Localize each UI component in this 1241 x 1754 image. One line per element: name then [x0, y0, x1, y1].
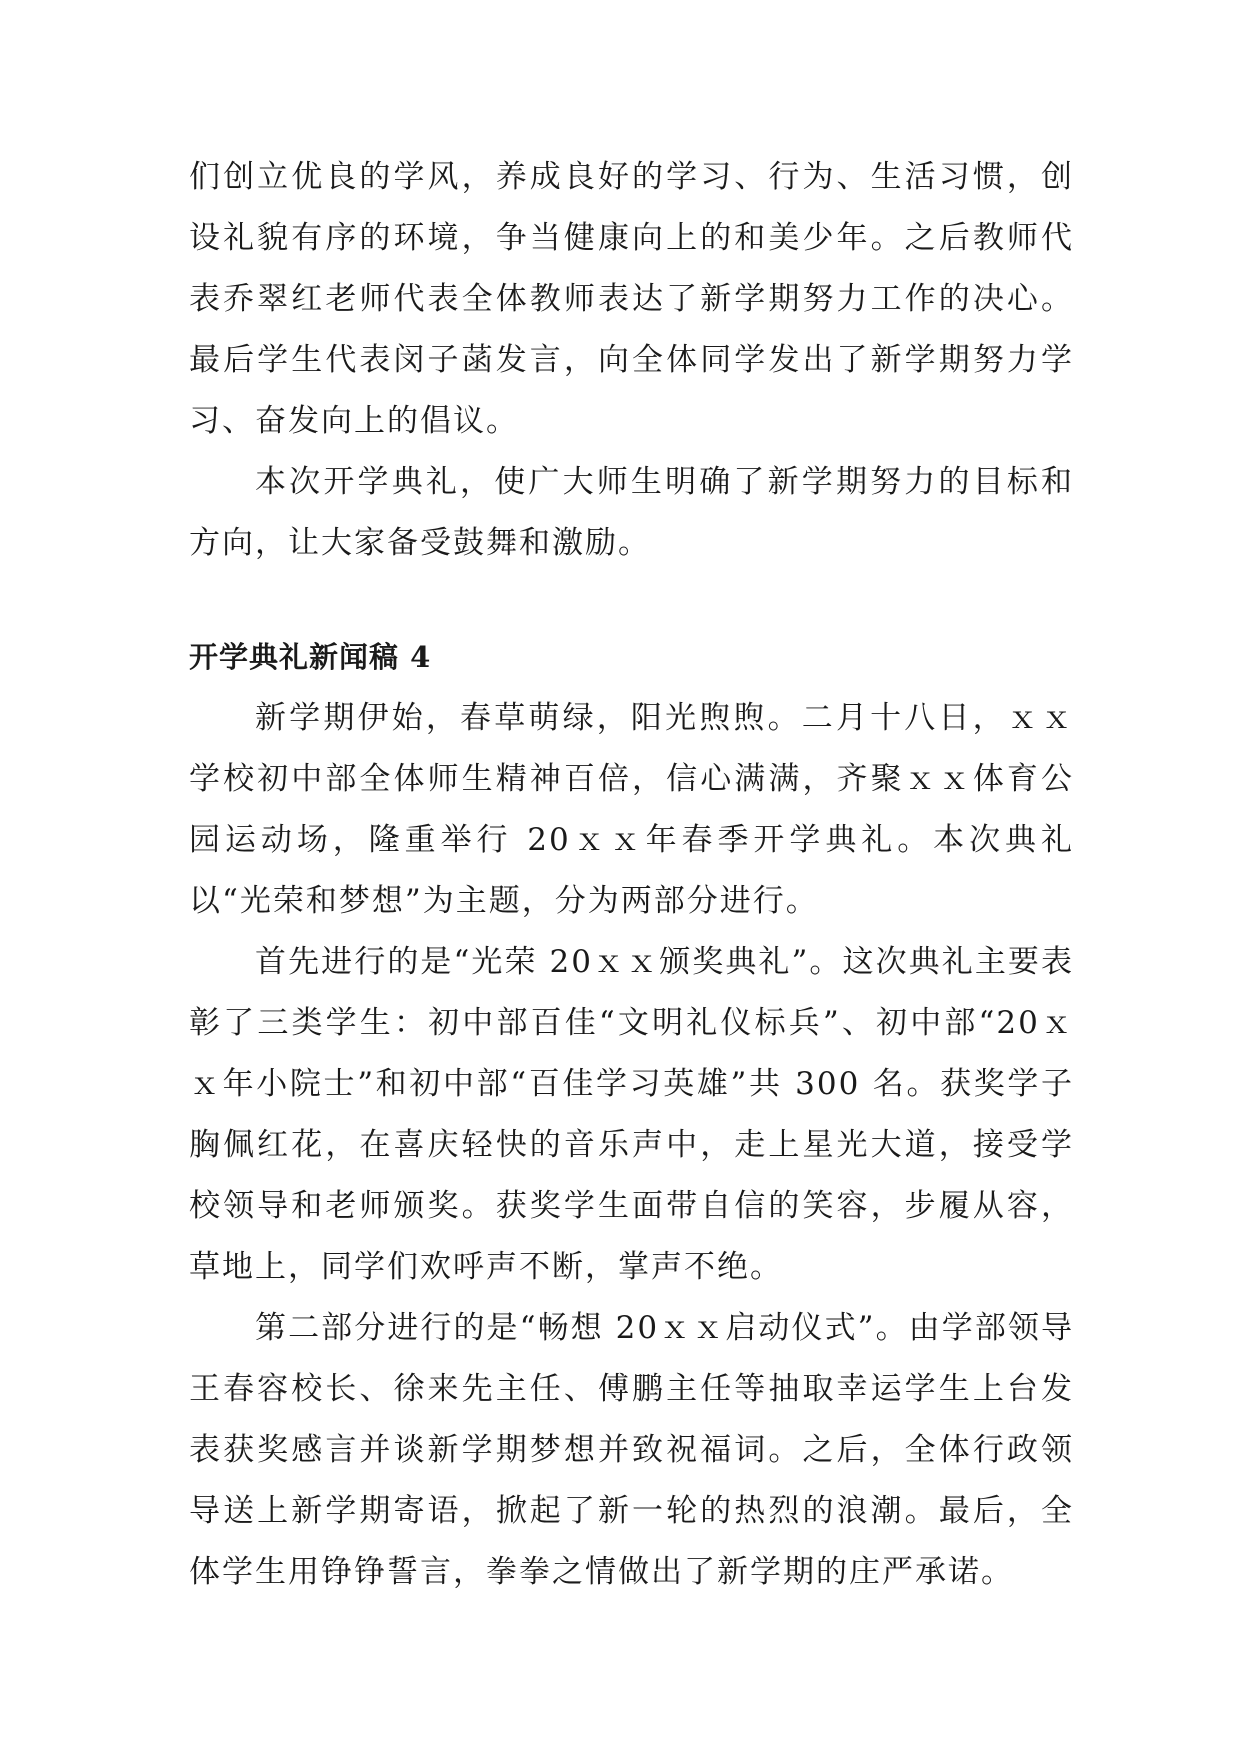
document-body [189, 147, 1074, 1603]
paragraph-award-ceremony: 首先进行的是“光荣 20ｘｘ颁奖典礼”。这次典礼主要表彰了三类学生：初中部百佳“文明礼仪标兵”、初中部“20ｘｘ年小院士”和初中部“百佳学习英雄”共 300 名。获奖学子胸佩红花，在喜庆轻快的音乐声中，走上星光大道，接受学校领导和老师颁奖。获奖学生面带自信的笑容，步履从容，草地上，同学们欢呼声不断，掌声不绝。 [189, 944, 1074, 1285]
paragraph-launch-ceremony: 第二部分进行的是“畅想 20ｘｘ启动仪式”。由学部领导王春容校长、徐来先主任、傅鹏主任等抽取幸运学生上台发表获奖感言并谈新学期梦想并致祝福词。之后，全体行政领导送上新学期寄语，掀起了新一轮的热烈的浪潮。最后，全体学生用铮铮誓言，拳拳之情做出了新学期的庄严承诺。 [189, 1310, 1074, 1590]
paragraph-continued: 们创立优良的学风，养成良好的学习、行为、生活习惯，创设礼貌有序的环境，争当健康向上的和美少年。之后教师代表乔翠红老师代表全体教师表达了新学期努力工作的决心。最后学生代表闵子菡发言，向全体同学发出了新学期努力学习、奋发向上的倡议。 [189, 159, 1074, 439]
paragraph-intro: 新学期伊始，春草萌绿，阳光煦煦。二月十八日，ｘｘ学校初中部全体师生精神百倍，信心满满，齐聚ｘｘ体育公园运动场，隆重举行 20ｘｘ年春季开学典礼。本次典礼以“光荣和梦想”为主题，分为两部分进行。 [189, 700, 1074, 919]
section-heading: 开学典礼新闻稿 4 [189, 640, 432, 674]
paragraph-summary: 本次开学典礼，使广大师生明确了新学期努力的目标和方向，让大家备受鼓舞和激励。 [189, 464, 1074, 561]
